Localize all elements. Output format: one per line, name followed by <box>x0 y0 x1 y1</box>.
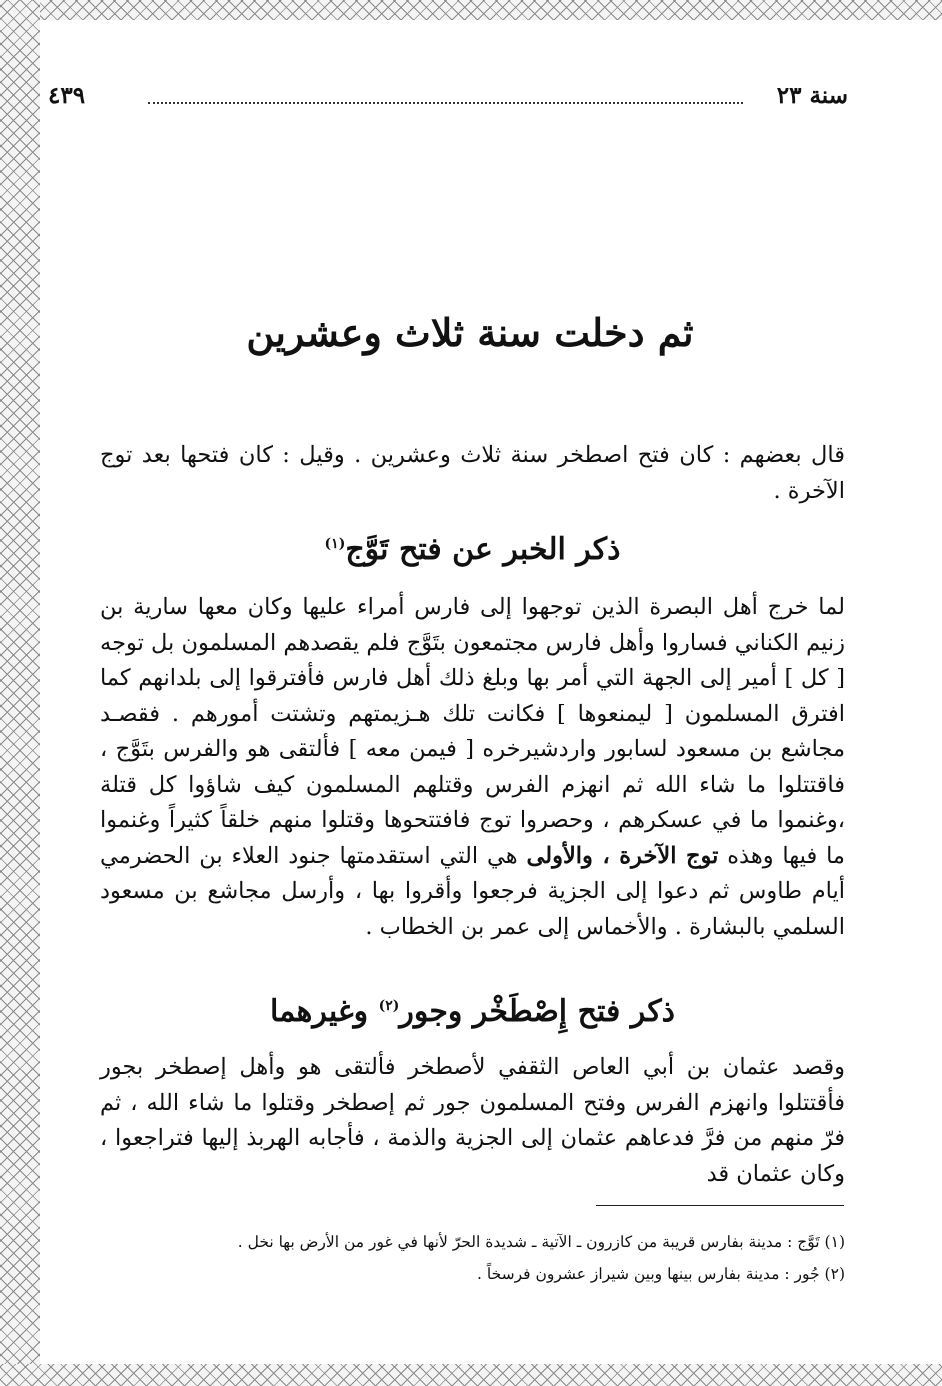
section-heading-tawwaj <box>100 532 845 567</box>
running-title: سنة ٢٣ <box>776 82 848 109</box>
paragraph-part-1: لما خرج أهل البصرة الذين توجهوا إلى فارس أمراء عليها وكان معها سارية بن زنيم الكناني فساروا وأهل فارس مجتمعون بتَوَّج فلم يقصدهم المسلمون بل توجه [ كل ] أمير إلى الجهة التي أمر بها وبلغ ذلك أهل فارس فأفترقوا إلى بلدانهم كما افترق المسلمون [ ليمنعوها ] فكانت تلك هـزيمتهم وتشتت أمورهم . فقصـد مجاشع بن مسعود لسابور واردشيرخره [ فيمن معه ] فألتقى هو والفرس بتَوَّج ، فاقتتلوا ما شاء الله ثم انهزم الفرس وقتلهم المسلمون كيف شاؤوا كل قتلة ،وغنموا ما في عسكرهم ، وحصروا توج فافتتحوها وقتلوا منهم خلقاً كثيراً وغنموا ما فيها وهذه <box>100 594 845 869</box>
decorative-border-top <box>0 0 942 20</box>
section-heading-istakhr <box>100 994 845 1029</box>
footnote-ref-2: (٢) <box>378 998 400 1014</box>
footnotes <box>100 1226 845 1290</box>
section-heading-istakhr-text-2: وغيرهما <box>270 994 369 1029</box>
footnote-separator <box>596 1205 844 1206</box>
section-paragraph-istakhr-text: وقصد عثمان بن أبي العاص الثقفي لأصطخر فألتقى هو وأهل إصطخر بجور فأقتتلوا وانهزم الفرس وفتح المسلمون جور ثم إصطخر وقتلوا ما شاء الله ، ثم فرّ منهم من فرَّ فدعاهم عثمان إلى الجزية والذمة ، فأجابه الهربذ إليها فتراجعوا ، وكان عثمان قد <box>100 1054 845 1187</box>
footnote-1: (١) تَوَّج : مدينة بفارس قريبة من كازرون ـ الآتية ـ شديدة الحرّ لأنها في غور من الأرض بها نخل . <box>237 1233 845 1251</box>
decorative-border-left <box>0 0 40 1386</box>
section-heading-istakhr-text-1: ذكر فتح إِصْطَخْر وجور <box>399 994 675 1029</box>
header-dotted-rule <box>148 102 743 104</box>
intro-paragraph-text: قال بعضهم : كان فتح اصطخر سنة ثلاث وعشرين . وقيل : كان فتحها بعد توج الآخرة . <box>100 442 845 504</box>
section-paragraph-tawwaj-text <box>100 590 845 945</box>
page-header <box>48 82 848 114</box>
section-heading-tawwaj-text: ذكر الخبر عن فتح تَوَّج <box>345 532 621 567</box>
bold-phrase: توج الآخرة ، والأولى <box>526 842 719 869</box>
section-paragraph-tawwaj <box>100 590 845 945</box>
footnote-ref-1: (١) <box>324 536 346 552</box>
page-number: ٤٣٩ <box>48 82 86 109</box>
chapter-title: ثم دخلت سنة ثلاث وعشرين <box>246 310 694 355</box>
section-paragraph-istakhr <box>100 1050 845 1192</box>
decorative-border-bottom <box>0 1364 942 1386</box>
intro-paragraph <box>100 438 845 509</box>
footnote-2: (٢) جُور : مدينة بفارس بينها وبين شيراز عشرون فرسخاً . <box>477 1265 845 1283</box>
paragraph-part-2: هي التي استقدمتها جنود العلاء بن الحضرمي أيام طاوس ثم دعوا إلى الجزية فرجعوا وأقروا بها ، وأرسل مجاشع بن مسعود السلمي بالبشارة . والأخماس إلى عمر بن الخطاب . <box>100 842 845 940</box>
